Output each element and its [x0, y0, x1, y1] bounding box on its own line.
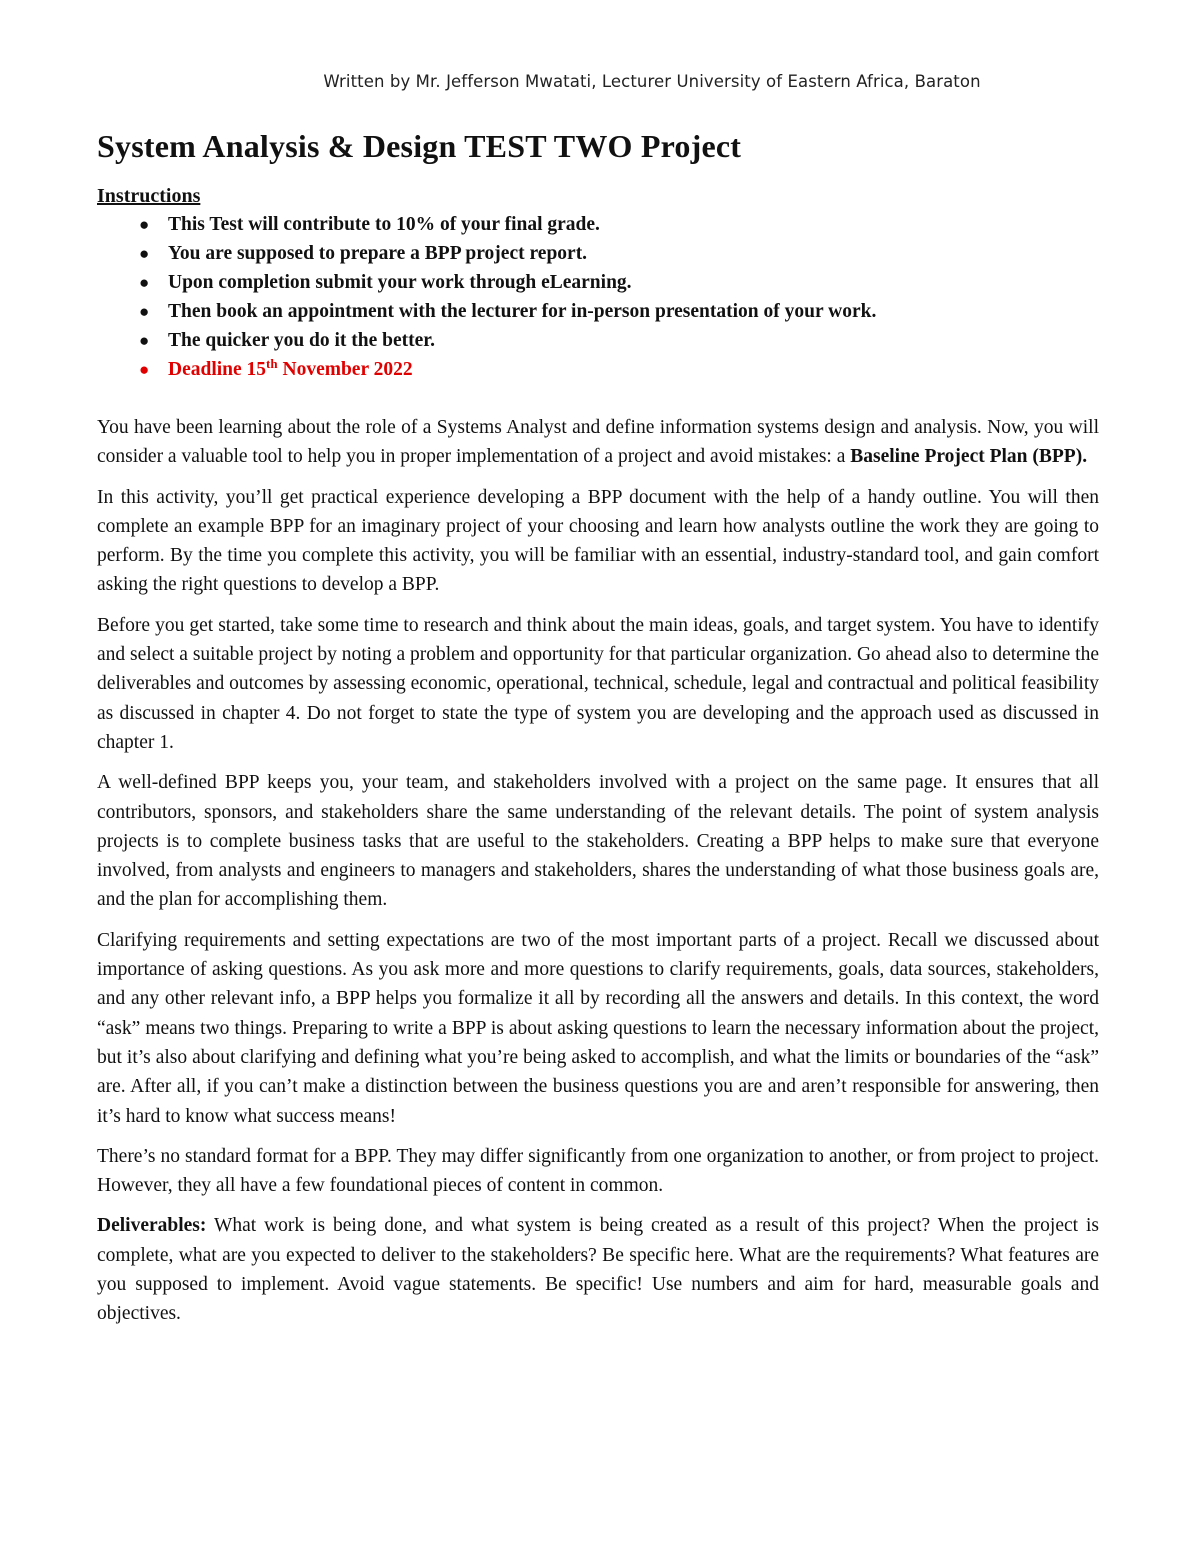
requirements-paragraph: Clarifying requirements and setting expectations are two of the most important parts of a project. Recall we discussed about importance of asking questions. As you ask more and more questions to clarify requirements, goals, data sources, stakeholders, and any other relevant info, a BPP helps you formalize it all by recording all the answers and details. In this context, the word “ask” means two things. Preparing to write a BPP is about asking questions to learn the necessary information about the project, but it’s also about clarifying and defining what you’re being asked to accomplish, and what the limits or boundaries of the “ask” are. After all, if you can’t make a distinction between the business questions you are and aren’t responsible for answering, then it’s hard to know what success means!	[97, 929, 1099, 1127]
list-item	[139, 210, 1099, 239]
list-item-text: Then book an appointment with the lecturer for in-person presentation of your work.	[168, 301, 877, 322]
bullet-icon: ●	[139, 215, 150, 234]
bullet-icon: ●	[139, 244, 150, 263]
getting-started-paragraph: Before you get started, take some time to research and think about the main ideas, goals, and target system. You have to identify and select a suitable project by noting a problem and opportunity for that particular organization. Go ahead also to determine the deliverables and outcomes by assessing economic, operational, technical, schedule, legal and contractual and political feasibility as discussed in chapter 4. Do not forget to state the type of system you are developing and the approach used as discussed in chapter 1.	[97, 614, 1099, 753]
list-item	[139, 239, 1099, 268]
page-title: System Analysis & Design TEST TWO Project	[97, 128, 742, 164]
deadline-item	[139, 355, 1099, 384]
list-item-text: Upon completion submit your work through eLearning.	[168, 272, 632, 293]
intro-text: You have been learning about the role of a Systems Analyst and define information systems design and analysis. Now, you will consider a valuable tool to help you in proper implementation of a project and avoid mistakes: a	[97, 417, 1099, 468]
deliverables-paragraph	[97, 1211, 1099, 1328]
bpp-term: Baseline Project Plan (BPP).	[850, 446, 1088, 468]
list-item	[139, 268, 1099, 297]
list-item	[139, 326, 1099, 355]
bullet-icon: ●	[139, 273, 150, 292]
bpp-purpose-paragraph: A well-defined BPP keeps you, your team, and stakeholders involved with a project on the same page. It ensures that all contributors, sponsors, and stakeholders share the same understanding of the relevant details. The point of system analysis projects is to complete business tasks that are useful to the stakeholders. Creating a BPP helps to make sure that everyone involved, from analysts and engineers to managers and stakeholders, shares the understanding of what those business goals are, and the plan for accomplishing them.	[97, 772, 1099, 911]
bullet-icon: ●	[139, 360, 150, 379]
intro-paragraph	[97, 413, 1099, 472]
format-paragraph: There’s no standard format for a BPP. They may differ significantly from one organization to another, or from project to project. However, they all have a few foundational pieces of content in common.	[97, 1145, 1099, 1197]
deliverables-label: Deliverables:	[97, 1215, 207, 1237]
header-note: Written by Mr. Jefferson Mwatati, Lecturer University of Eastern Africa, Baraton	[323, 72, 981, 91]
bullet-icon: ●	[139, 302, 150, 321]
list-item-text: You are supposed to prepare a BPP project report.	[168, 243, 588, 264]
deliverables-text: What work is being done, and what system is being created as a result of this project? When the project is complete, what are you expected to deliver to the stakeholders? Be specific here. What are the requirements? What features are you supposed to implement. Avoid vague statements. Be specific! Use numbers and aim for hard, measurable goals and objectives.	[97, 1215, 1099, 1325]
document-body	[97, 124, 1099, 1340]
deadline-ordinal: th	[266, 356, 278, 371]
list-item-text: This Test will contribute to 10% of your final grade.	[168, 214, 600, 235]
bullet-icon: ●	[139, 331, 150, 350]
deadline-suffix: November 2022	[277, 359, 413, 380]
deadline-prefix: Deadline 15	[168, 359, 267, 380]
list-item	[139, 297, 1099, 326]
instructions-heading: Instructions	[97, 185, 201, 207]
instructions-list	[97, 210, 1099, 384]
list-item-text: The quicker you do it the better.	[168, 330, 436, 351]
activity-paragraph: In this activity, you’ll get practical experience developing a BPP document with the help of a handy outline. You will then complete an example BPP for an imaginary project of your choosing and learn how analysts outline the work they are going to perform. By the time you complete this activity, you will be familiar with an essential, industry-standard tool, and gain comfort asking the right questions to develop a BPP.	[97, 486, 1099, 596]
